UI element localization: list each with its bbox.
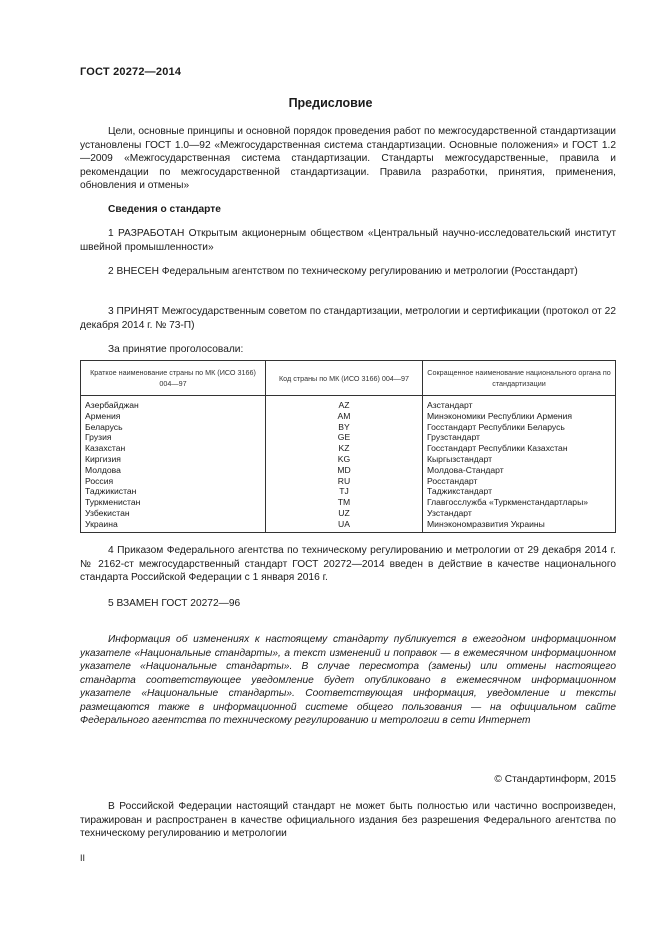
cell-body: Минэкономразвития Украины [423,519,616,532]
cell-body: Главгосслужба «Туркменстандартлары» [423,497,616,508]
table-row [81,465,616,476]
cell-country: Россия [81,476,266,487]
table-row [81,486,616,497]
table-row [81,508,616,519]
cell-code: AZ [266,396,423,411]
vote-table [80,360,616,533]
table-row [81,411,616,422]
cell-country: Таджикистан [81,486,266,497]
item-replaces: 5 ВЗАМЕН ГОСТ 20272—96 [108,598,241,609]
copyright: © Стандартинформ, 2015 [494,774,616,785]
intro-paragraph: Цели, основные принципы и основной порядок проведения работ по межгосударственной стандартизации установлены ГОСТ 1.0—92 «Межгосударственная система стандартизации. Основные положения» и ГОСТ 1.2—2009 «Межгосударственная система стандартизации. Стандарты межгосударственные, правила и рекомендации по межгосударственной стандартизации. Правила разработки, принятия, применения, обновления и отмены» [80,126,616,191]
table-row [81,396,616,411]
table-header-row [81,361,616,396]
table-row [81,432,616,443]
item-developed: 1 РАЗРАБОТАН Открытым акционерным обществом «Центральный научно-исследовательский институт швейной промышленности» [80,228,616,253]
vote-intro: За принятие проголосовали: [108,344,244,355]
cell-country: Беларусь [81,422,266,433]
cell-code: MD [266,465,423,476]
cell-body: Узстандарт [423,508,616,519]
cell-body: Минэкономики Республики Армения [423,411,616,422]
cell-body: Молдова-Стандарт [423,465,616,476]
cell-country: Туркменистан [81,497,266,508]
cell-code: AM [266,411,423,422]
header-body: Сокращенное наименование национального органа по стандартизации [423,361,616,396]
cell-code: UZ [266,508,423,519]
item-enacted: 4 Приказом Федерального агентства по техническому регулированию и метрологии от 29 декабря 2014 г. № 2162-ст межгосударственный стандарт ГОСТ 20272—2014 введен в действие в качестве национального стандарта Российской Федерации с 1 января 2016 г. [80,545,616,583]
cell-code: KG [266,454,423,465]
table-row [81,454,616,465]
cell-country: Украина [81,519,266,532]
cell-body: Росстандарт [423,476,616,487]
cell-code: KZ [266,443,423,454]
info-heading: Сведения о стандарте [108,204,221,215]
cell-body: Таджикстандарт [423,486,616,497]
cell-code: BY [266,422,423,433]
document-id: ГОСТ 20272—2014 [80,66,182,78]
page-number: II [80,853,86,863]
page-title: Предисловие [288,96,373,110]
cell-country: Узбекистан [81,508,266,519]
cell-code: GE [266,432,423,443]
cell-body: Госстандарт Республики Казахстан [423,443,616,454]
cell-country: Армения [81,411,266,422]
header-country: Краткое наименование страны по МК (ИСО 3166) 004—97 [81,361,266,396]
item-introduced: 2 ВНЕСЕН Федеральным агентством по техническому регулированию и метрологии (Росстандарт) [108,266,578,277]
table-row [81,497,616,508]
table-row [81,519,616,532]
cell-code: RU [266,476,423,487]
cell-code: UA [266,519,423,532]
cell-country: Грузия [81,432,266,443]
cell-country: Азербайджан [81,396,266,411]
cell-body: Госстандарт Республики Беларусь [423,422,616,433]
cell-body: Азстандарт [423,396,616,411]
cell-country: Казахстан [81,443,266,454]
cell-body: Грузстандарт [423,432,616,443]
cell-body: Кыргызстандарт [423,454,616,465]
changes-notice: Информация об изменениях к настоящему стандарту публикуется в ежегодном информационном указателе «Национальные стандарты», а текст изменений и поправок — в ежемесячном информационном указателе «Национальные стандарты». В случае пересмотра (замены) или отмены настоящего стандарта соответствующее уведомление будет опубликовано в ежемесячном информационном указателе «Национальные стандарты». Соответствующая информация, уведомление и тексты размещаются также в информационной системе общего пользования — на официальном сайте Федерального агентства по техническому регулированию и метрологии в сети Интернет [80,634,616,726]
reproduction-notice: В Российской Федерации настоящий стандарт не может быть полностью или частично воспроизведен, тиражирован и распространен в качестве официального издания без разрешения Федерального агентства по техническому регулированию и метрологии [80,801,616,839]
cell-country: Молдова [81,465,266,476]
cell-code: TJ [266,486,423,497]
item-adopted: 3 ПРИНЯТ Межгосударственным советом по стандартизации, метрологии и сертификации (протокол от 22 декабря 2014 г. № 73-П) [80,306,616,331]
table-row [81,422,616,433]
cell-code: TM [266,497,423,508]
table-row [81,443,616,454]
header-code: Код страны по МК (ИСО 3166) 004—97 [266,361,423,396]
table-row [81,476,616,487]
cell-country: Киргизия [81,454,266,465]
